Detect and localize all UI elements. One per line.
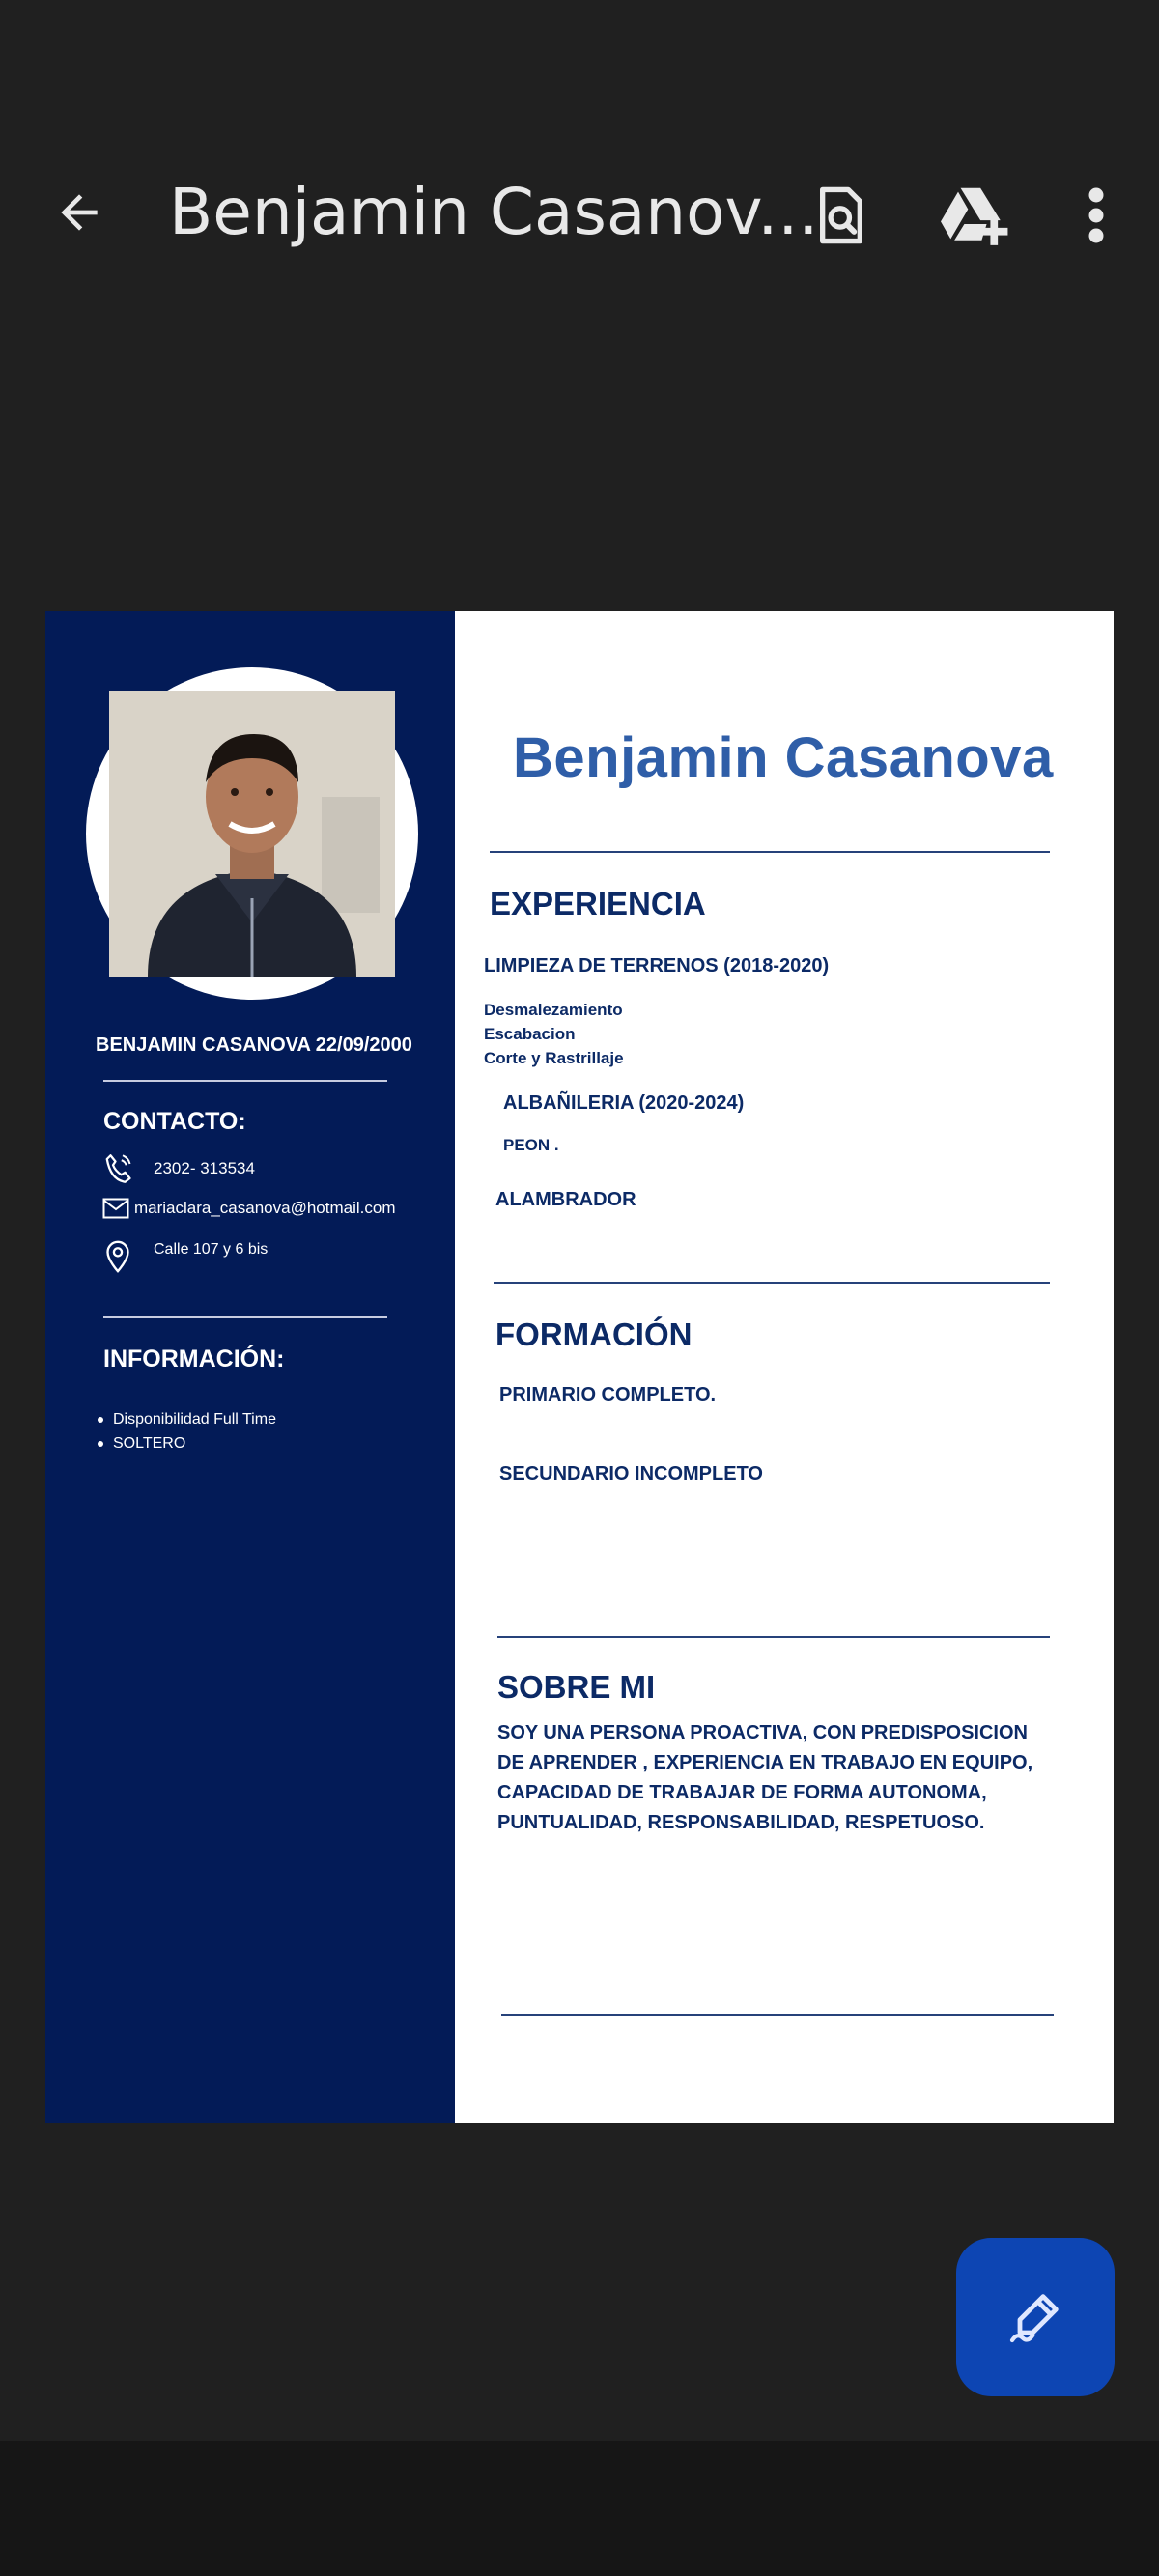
section-divider [497,1636,1050,1638]
info-item: Disponibilidad Full Time [113,1407,276,1431]
document-title: Benjamin Casanov... [169,175,819,249]
info-list [113,1407,276,1456]
resume-sidebar [45,611,455,2123]
contact-email [101,1198,395,1219]
system-navigation-bar [0,2441,1159,2576]
job-task-list [484,998,624,1070]
info-heading: INFORMACIÓN: [103,1345,285,1373]
job-task: Escabacion [484,1025,576,1043]
email-address: mariaclara_casanova@hotmail.com [134,1199,396,1217]
sidebar-divider [103,1316,387,1318]
job-title: ALBAÑILERIA (2020-2024) [503,1092,745,1114]
mail-icon [102,1198,129,1219]
drive-add-icon [941,184,1010,246]
edit-fab[interactable] [956,2238,1115,2396]
section-divider [501,2014,1054,2016]
section-divider [494,1282,1050,1284]
contact-heading: CONTACTO: [103,1108,246,1135]
education-item: PRIMARIO COMPLETO. [499,1384,717,1405]
job-task: Corte y Rastrillaje [484,1049,624,1067]
resume-document[interactable] [45,611,1114,2123]
document-search-icon [813,184,869,246]
person-photo-illustration [109,691,395,977]
phone-icon [103,1152,132,1185]
education-heading: FORMACIÓN [495,1316,693,1352]
about-text: SOY UNA PERSONA PROACTIVA, CON PREDISPOSICION DE APRENDER , EXPERIENCIA EN TRABAJO EN EQUIPO, CAPACIDAD DE TRABAJAR DE FORMA AUTONOMA, PUNTUALIDAD, RESPONSABILIDAD, RESPETUOSO. [497,1722,1033,1833]
job-title: LIMPIEZA DE TERRENOS (2018-2020) [484,955,830,977]
education-item: SECUNDARIO INCOMPLETO [499,1463,763,1485]
arrow-left-icon [52,185,106,240]
section-divider [490,851,1050,853]
add-to-drive-button[interactable] [942,182,1009,249]
more-vert-icon [1087,186,1106,244]
contact-address [101,1239,268,1274]
job-title: ALAMBRADOR [495,1189,636,1210]
sidebar-name-dob: BENJAMIN CASANOVA 22/09/2000 [96,1034,412,1056]
contact-phone [101,1152,255,1185]
sidebar-divider [103,1080,387,1082]
preview-button[interactable] [807,182,875,249]
job-role: PEON . [503,1136,559,1154]
edit-pen-icon [1004,2286,1066,2348]
address-text: Calle 107 y 6 bis [154,1241,269,1258]
resume-name: Benjamin Casanova [513,726,1054,789]
more-options-button[interactable] [1062,182,1130,249]
profile-photo-frame [86,667,418,1000]
phone-number: 2302- 313534 [154,1159,255,1177]
location-pin-icon [104,1239,131,1274]
job-task: Desmalezamiento [484,1001,623,1019]
back-button[interactable] [48,182,110,243]
app-bar [0,145,1159,280]
about-heading: SOBRE MI [497,1669,656,1705]
profile-photo [109,691,395,977]
experience-heading: EXPERIENCIA [490,886,706,921]
resume-main [455,611,1114,2123]
info-item: SOLTERO [113,1431,276,1456]
